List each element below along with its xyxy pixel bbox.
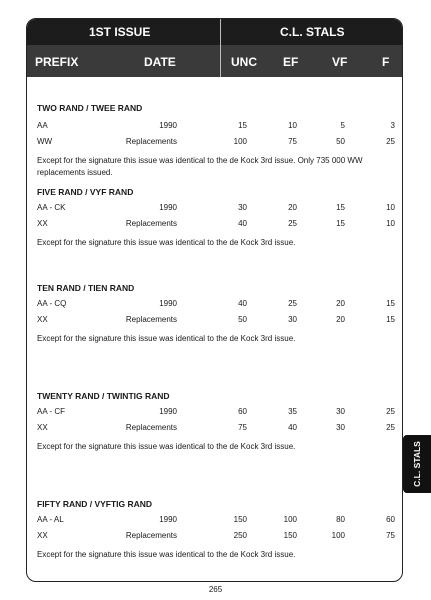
prefix-cell: XX <box>37 531 48 540</box>
prefix-cell: WW <box>37 137 53 146</box>
table-row <box>37 315 395 331</box>
section-note: Except for the signature this issue was identical to the de Kock 3rd issue. Only 735 000 WW replacements issued. <box>37 156 363 177</box>
table-row <box>37 137 395 153</box>
vf-cell: 100 <box>331 531 345 540</box>
prefix-cell: AA - CK <box>37 203 66 212</box>
col-ef: EF <box>283 55 299 69</box>
unc-cell: 50 <box>238 315 247 324</box>
section-note: Except for the signature this issue was identical to the de Kock 3rd issue. <box>37 238 296 247</box>
ef-cell: 10 <box>288 121 297 130</box>
prefix-cell: AA <box>37 121 48 130</box>
ef-cell: 20 <box>288 203 297 212</box>
section-note: Except for the signature this issue was identical to the de Kock 3rd issue. <box>37 550 296 559</box>
prefix-cell: XX <box>37 219 48 228</box>
ef-cell: 35 <box>288 407 297 416</box>
col-unc: UNC <box>231 55 257 69</box>
prefix-cell: XX <box>37 315 48 324</box>
table-row <box>37 121 395 137</box>
date-cell: Replacements <box>125 315 177 324</box>
date-cell: Replacements <box>125 531 177 540</box>
table-row <box>37 407 395 423</box>
section-title: TEN RAND / TIEN RAND <box>37 283 135 293</box>
unc-cell: 40 <box>238 299 247 308</box>
unc-cell: 150 <box>233 515 247 524</box>
unc-cell: 15 <box>238 121 247 130</box>
prefix-cell: AA - AL <box>37 515 64 524</box>
section-title: FIVE RAND / VYF RAND <box>37 187 134 197</box>
section-title: TWO RAND / TWEE RAND <box>37 103 143 113</box>
f-cell: 10 <box>386 203 395 212</box>
f-cell: 3 <box>390 121 395 130</box>
vf-cell: 20 <box>336 315 345 324</box>
date-cell: Replacements <box>125 219 177 228</box>
ef-cell: 25 <box>288 299 297 308</box>
col-prefix: PREFIX <box>35 55 79 69</box>
catalogue-page <box>26 18 403 582</box>
date-cell: Replacements <box>125 137 177 146</box>
side-tab-label: C.L. STALS <box>412 441 422 487</box>
ef-cell: 30 <box>288 315 297 324</box>
unc-cell: 30 <box>238 203 247 212</box>
date-cell: 1990 <box>159 407 177 416</box>
table-row <box>37 531 395 547</box>
col-f: F <box>382 55 390 69</box>
f-cell: 25 <box>386 137 395 146</box>
section-note: Except for the signature this issue was identical to the de Kock 3rd issue. <box>37 442 296 451</box>
col-vf: VF <box>332 55 348 69</box>
ef-cell: 100 <box>283 515 297 524</box>
header-divider <box>220 19 221 77</box>
vf-cell: 15 <box>336 203 345 212</box>
prefix-cell: AA - CF <box>37 407 66 416</box>
col-date: DATE <box>144 55 176 69</box>
unc-cell: 250 <box>233 531 247 540</box>
vf-cell: 30 <box>336 407 345 416</box>
vf-cell: 30 <box>336 423 345 432</box>
f-cell: 10 <box>386 219 395 228</box>
issue-title: 1ST ISSUE <box>89 25 151 39</box>
prefix-cell: AA - CQ <box>37 299 67 308</box>
unc-cell: 60 <box>238 407 247 416</box>
unc-cell: 100 <box>233 137 247 146</box>
f-cell: 15 <box>386 299 395 308</box>
f-cell: 25 <box>386 423 395 432</box>
unc-cell: 75 <box>238 423 247 432</box>
column-header-bar <box>27 45 402 77</box>
vf-cell: 15 <box>336 219 345 228</box>
date-cell: 1990 <box>159 121 177 130</box>
date-cell: 1990 <box>159 299 177 308</box>
date-cell: 1990 <box>159 515 177 524</box>
table-row <box>37 219 395 235</box>
f-cell: 25 <box>386 407 395 416</box>
section-note: Except for the signature this issue was identical to the de Kock 3rd issue. <box>37 334 296 343</box>
vf-cell: 5 <box>340 121 345 130</box>
ef-cell: 40 <box>288 423 297 432</box>
section-title: TWENTY RAND / TWINTIG RAND <box>37 391 170 401</box>
table-row <box>37 203 395 219</box>
unc-cell: 40 <box>238 219 247 228</box>
f-cell: 60 <box>386 515 395 524</box>
date-cell: 1990 <box>159 203 177 212</box>
vf-cell: 50 <box>336 137 345 146</box>
stals-title: C.L. STALS <box>280 25 345 39</box>
vf-cell: 80 <box>336 515 345 524</box>
f-cell: 15 <box>386 315 395 324</box>
f-cell: 75 <box>386 531 395 540</box>
prefix-cell: XX <box>37 423 48 432</box>
ef-cell: 75 <box>288 137 297 146</box>
ef-cell: 25 <box>288 219 297 228</box>
page-number: 265 <box>208 585 223 594</box>
vf-cell: 20 <box>336 299 345 308</box>
table-row <box>37 423 395 439</box>
side-tab <box>403 435 431 493</box>
section-title: FIFTY RAND / VYFTIG RAND <box>37 499 153 509</box>
ef-cell: 150 <box>283 531 297 540</box>
table-row <box>37 515 395 531</box>
issue-header-bar <box>27 19 402 45</box>
date-cell: Replacements <box>125 423 177 432</box>
table-row <box>37 299 395 315</box>
